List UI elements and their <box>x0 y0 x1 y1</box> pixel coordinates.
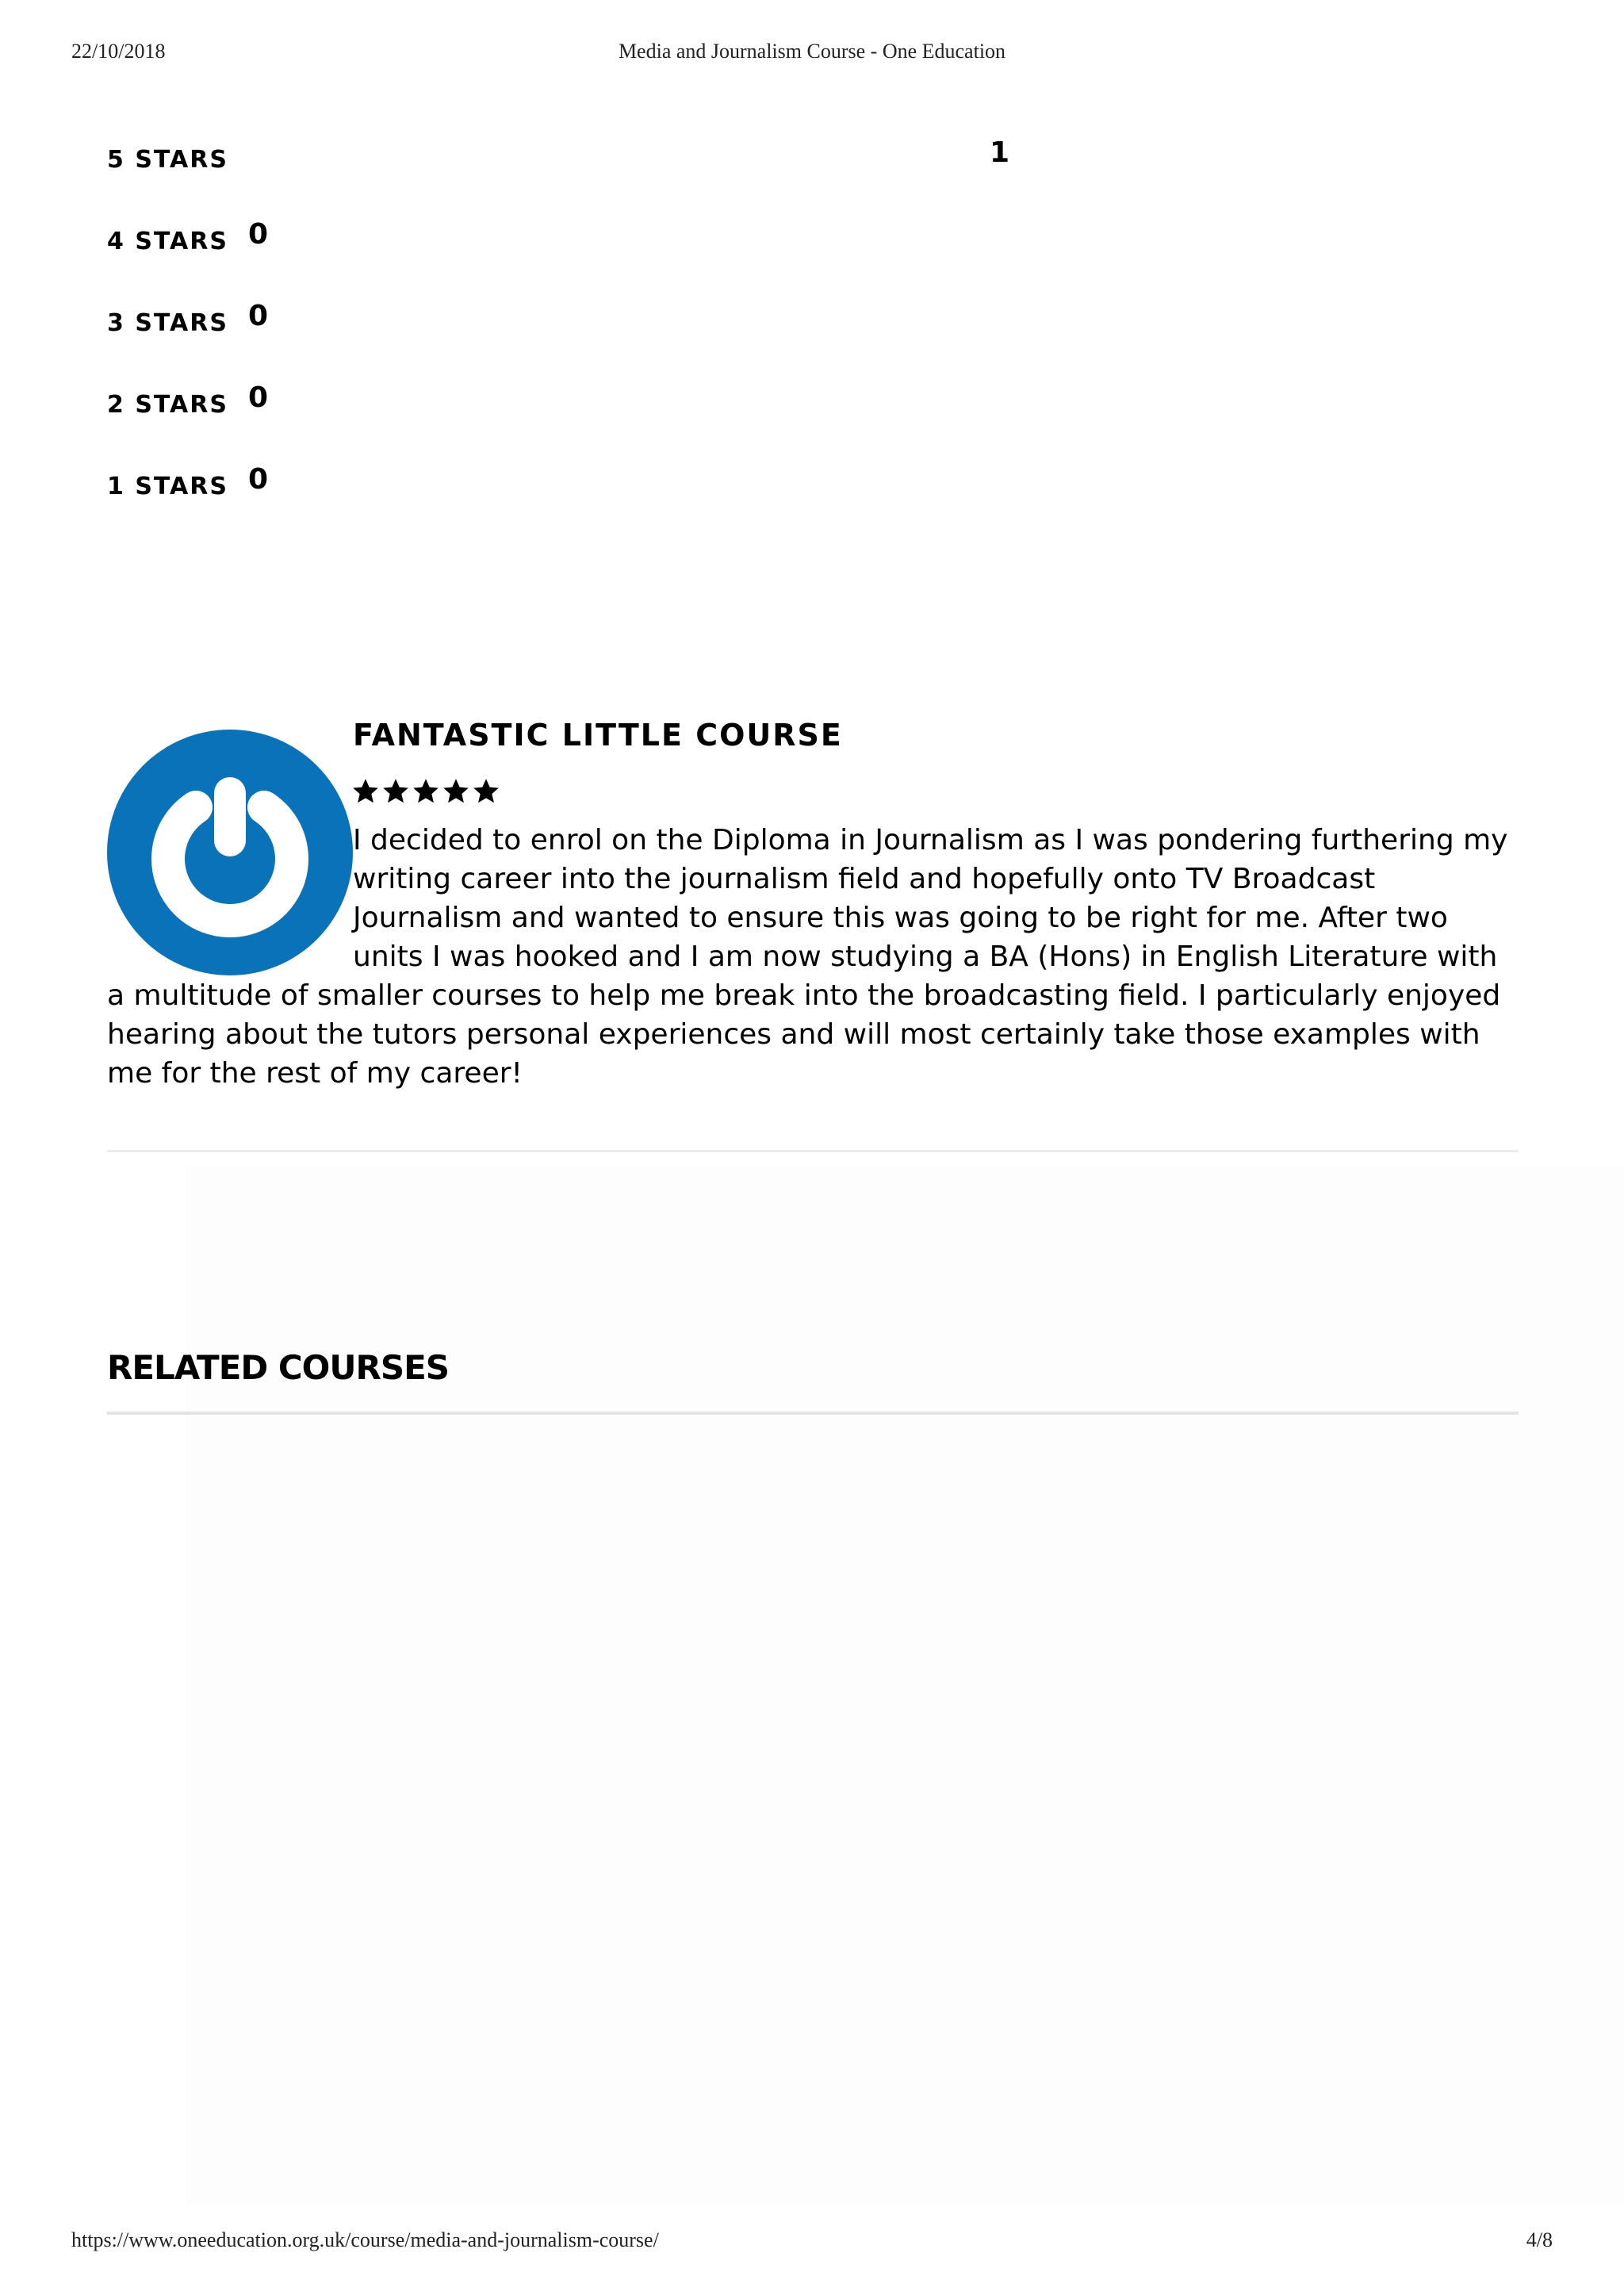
print-date: 22/10/2018 <box>71 40 166 63</box>
rating-count: 0 <box>248 218 269 251</box>
rating-count: 0 <box>248 463 269 496</box>
rating-label: 4 STARS <box>107 228 228 255</box>
review-text: I decided to enrol on the Diploma in Journalism as I was pondering furthering my writing career into the journalism field and hopefully onto TV Broadcast Journalism and wanted to ensure this was going to be right for me. After two units I was hooked and I am now studying a BA (Hons) in English Literature with a multitude of smaller courses to help me break into the broadcasting field. I particularly enjoyed hearing about the tutors personal experiences and will most certainly take those examples with me for the rest of my career! <box>107 824 1508 1090</box>
rating-count: 0 <box>248 300 269 332</box>
rating-row-2 <box>107 380 1519 462</box>
rating-label: 1 STARS <box>107 473 228 500</box>
review-divider <box>107 1150 1519 1152</box>
rating-row-1 <box>107 462 1519 543</box>
rating-row-5 <box>107 135 1519 216</box>
related-courses-divider <box>107 1412 1519 1415</box>
rating-count: 1 <box>990 136 1010 169</box>
text-indent-spacer <box>107 975 312 976</box>
review-title: FANTASTIC LITTLE COURSE <box>353 718 843 753</box>
rating-count: 0 <box>248 381 269 414</box>
rating-row-4 <box>107 216 1519 298</box>
print-page-title: Media and Journalism Course - One Education <box>618 40 1006 63</box>
star-icon <box>442 777 470 806</box>
related-courses-heading: RELATED COURSES <box>107 1348 450 1387</box>
rating-label: 5 STARS <box>107 146 228 174</box>
star-icon <box>351 777 380 806</box>
star-rating <box>351 777 500 806</box>
star-icon <box>472 777 500 806</box>
rating-row-3 <box>107 298 1519 380</box>
rating-bar <box>242 140 983 182</box>
print-page-number: 4/8 <box>1526 2228 1553 2251</box>
star-icon <box>381 777 410 806</box>
background-panel <box>186 1166 1624 2205</box>
rating-breakdown <box>107 135 1519 543</box>
avatar-wrap-spacer <box>107 821 353 975</box>
review-body <box>107 821 1519 1093</box>
rating-label: 2 STARS <box>107 391 228 419</box>
print-url: https://www.oneeducation.org.uk/course/media-and-journalism-course/ <box>71 2228 659 2251</box>
rating-label: 3 STARS <box>107 309 228 337</box>
star-icon <box>412 777 440 806</box>
